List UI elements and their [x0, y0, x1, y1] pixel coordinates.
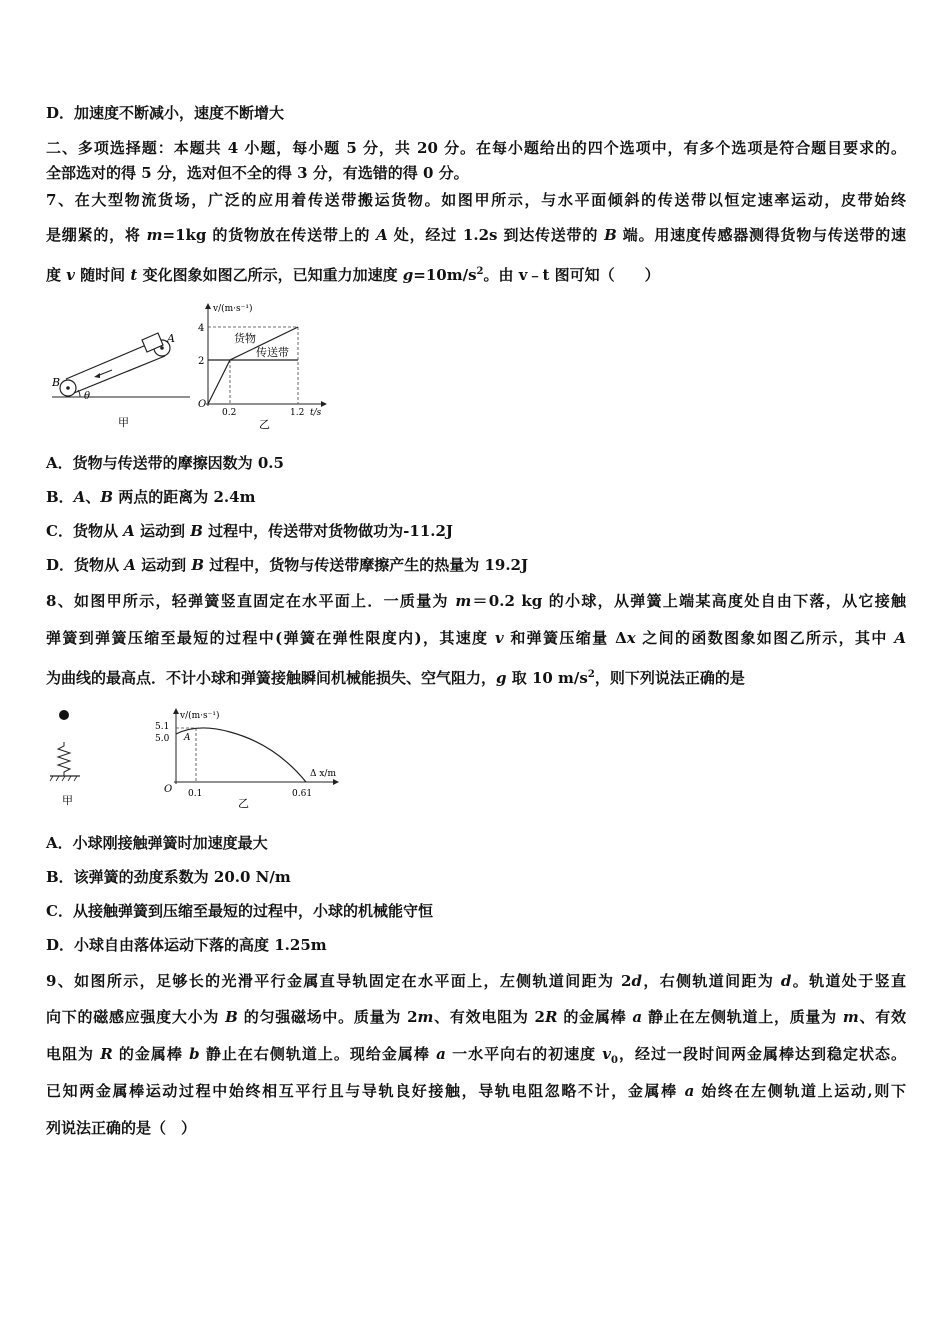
q6-option-d[interactable]: D．加速度不断减小，速度不断增大 [46, 104, 285, 122]
q7-option-c[interactable]: C．货物从 A 运动到 B 过程中，传送带对货物做功为-11.2J [46, 522, 454, 540]
figure-caption-jia: 甲 [118, 416, 129, 429]
q8-option-b[interactable]: B．该弹簧的劲度系数为 20.0 N/m [46, 868, 291, 886]
q8-stem-line2: 弹簧到弹簧压缩至最短的过程中(弹簧在弹性限度内)，其速度 v 和弹簧压缩量 Δx 之间的函数图象如图乙所示，其中 A [46, 629, 906, 647]
q7-option-b[interactable]: B．A、B 两点的距离为 2.4m [46, 488, 256, 506]
figure-caption-yi: 乙 [238, 797, 249, 810]
y-axis-label: v/(m·s⁻¹) [180, 711, 220, 721]
label-theta: θ [84, 391, 91, 402]
q8-option-d[interactable]: D．小球自由落体运动下落的高度 1.25m [46, 936, 327, 954]
q7-stem-line2: 是绷紧的，将 m=1kg 的货物放在传送带上的 A 处，经过 1.2s 到达传送带的 B 端。用速度传感器测得货物与传送带的速 [46, 226, 906, 244]
x-axis-label: Δ x/m [310, 769, 337, 779]
y-axis-label: v/(m·s⁻¹) [213, 304, 253, 314]
q7-option-a[interactable]: A．货物与传送带的摩擦因数为 0.5 [46, 454, 284, 472]
spring [58, 742, 70, 776]
origin-label: O [198, 399, 207, 410]
q8-stem-line3: 为曲线的最高点．不计小球和弹簧接触瞬间机械能损失、空气阻力，g 取 10 $m/s^2$，则下列说法正确的是 [46, 669, 745, 687]
figure-caption-jia: 甲 [62, 794, 73, 807]
q7-stem-line3: 度 v 随时间 t 变化图象如图乙所示，已知重力加速度 $g=10m/s^2$。由 v﹣t 图可知（ ） [46, 266, 660, 284]
tick-0-1: 0.1 [188, 789, 203, 799]
q8-figure-yi [150, 704, 350, 810]
tick-5-0: 5.0 [155, 734, 170, 744]
goods-label: 货物 [234, 332, 256, 345]
tick-5-1: 5.1 [155, 722, 170, 732]
belt-label: 传送带 [256, 346, 289, 359]
tick-4: 4 [198, 323, 205, 334]
tick-1-2: 1.2 [290, 408, 305, 418]
q7-figure-jia [44, 318, 194, 430]
q8-stem-line1: 8、如图甲所示，轻弹簧竖直固定在水平面上．一质量为 m＝0.2 kg 的小球，从弹簧上端某高度处自由下落，从它接触 [46, 592, 906, 610]
q8-option-a[interactable]: A．小球刚接触弹簧时加速度最大 [46, 834, 268, 852]
q9-stem-line1: 9、如图所示，足够长的光滑平行金属直导轨固定在水平面上，左侧轨道间距为 2d，右侧轨道间距为 d。轨道处于竖直 [46, 972, 906, 990]
section2-instructions-line1: 二、多项选择题：本题共 4 小题，每小题 5 分，共 20 分。在每小题给出的四个选项中，有多个选项是符合题目要求的。 [46, 139, 906, 157]
label-b: B [52, 376, 61, 389]
tick-0-2: 0.2 [222, 408, 237, 418]
q8-figure-jia [44, 704, 94, 808]
figure-caption-yi: 乙 [259, 418, 270, 431]
q9-stem-line3: 电阻为 R 的金属棒 b 静止在右侧轨道上。现给金属棒 a 一水平向右的初速度 $v_0$，经过一段时间两金属棒达到稳定状态。 [46, 1045, 906, 1066]
origin-label: O [164, 784, 173, 795]
x-axis-label: t/s [310, 408, 322, 418]
point-a-label: A [184, 733, 191, 743]
q7-stem-line1: 7、在大型物流货场，广泛的应用着传送带搬运货物。如图甲所示，与水平面倾斜的传送带以恒定速率运动，皮带始终 [46, 191, 906, 209]
tick-0-61: 0.61 [292, 789, 313, 799]
q8-option-c[interactable]: C．从接触弹簧到压缩至最短的过程中，小球的机械能守恒 [46, 902, 433, 920]
q9-stem-line5: 列说法正确的是（ ） [46, 1119, 197, 1137]
ball [59, 710, 69, 720]
q7-option-d[interactable]: D．货物从 A 运动到 B 过程中，货物与传送带摩擦产生的热量为 19.2J [46, 556, 529, 574]
label-a: A [167, 332, 175, 345]
v-curve [176, 728, 306, 782]
tick-2: 2 [198, 356, 205, 367]
q9-stem-line4: 已知两金属棒运动过程中始终相互平行且与导轨良好接触，导轨电阻忽略不计，金属棒 a 始终在左侧轨道上运动,则下 [46, 1082, 906, 1100]
section2-instructions-line2: 全部选对的得 5 分，选对但不全的得 3 分，有选错的得 0 分。 [46, 164, 469, 182]
q7-figure-yi [196, 298, 336, 432]
q9-stem-line2: 向下的磁感应强度大小为 B 的匀强磁场中。质量为 2m、有效电阻为 2R 的金属棒 a 静止在左侧轨道上，质量为 m、有效 [46, 1008, 906, 1026]
